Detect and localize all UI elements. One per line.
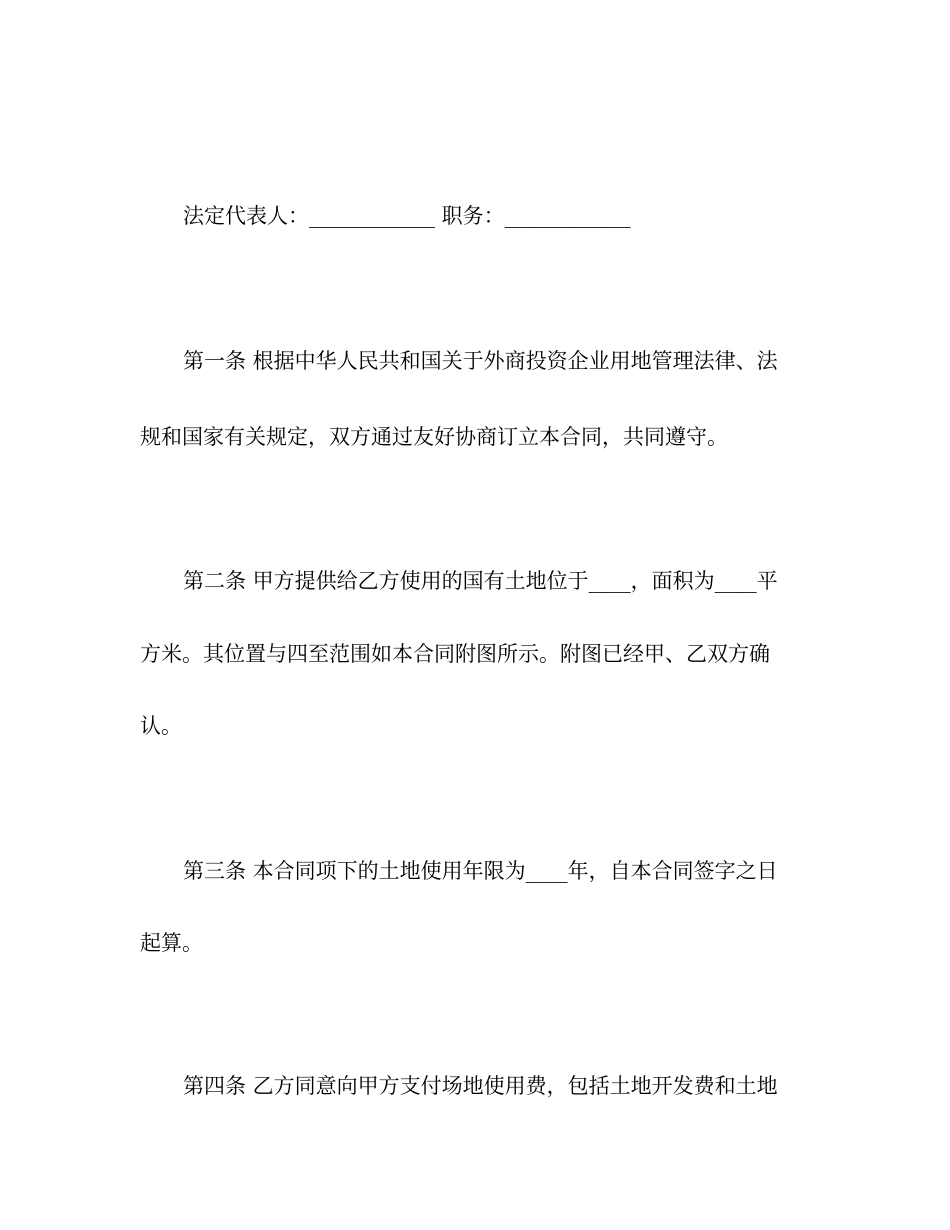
article-1-line-1: 第一条 根据中华人民共和国关于外商投资企业用地管理法律、法 [183,349,778,373]
representative-line: 法定代表人：____________ 职务：____________ [183,204,631,228]
article-4-line-1: 第四条 乙方同意向甲方支付场地使用费，包括土地开发费和土地 [183,1074,778,1098]
article-1-line-2: 规和国家有关规定，双方通过友好协商订立本合同，共同遵守。 [140,425,728,449]
article-2-line-2: 方米。其位置与四至范围如本合同附图所示。附图已经甲、乙双方确 [140,642,770,666]
article-2-line-3: 认。 [140,714,182,738]
article-3-line-2: 起算。 [140,931,203,955]
article-2-line-1: 第二条 甲方提供给乙方使用的国有土地位于____，面积为____平 [183,569,778,593]
article-3-line-1: 第三条 本合同项下的土地使用年限为____年，自本合同签字之日 [183,859,778,883]
